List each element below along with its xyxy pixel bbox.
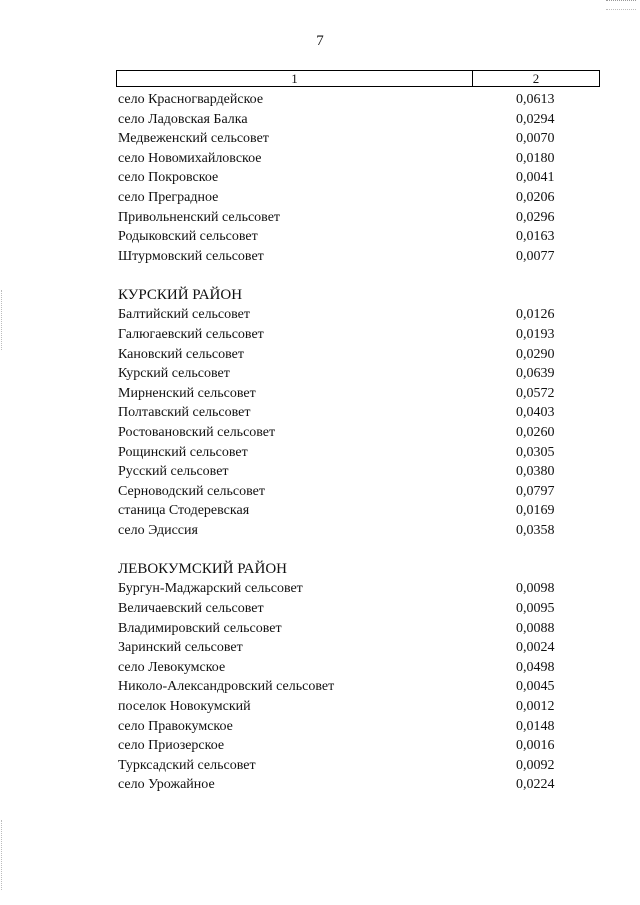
corner-scan-mark xyxy=(606,0,636,10)
row-name: поселок Новокумский xyxy=(118,699,251,715)
table-row xyxy=(118,638,598,658)
table-row xyxy=(118,658,598,678)
row-value: 0,0016 xyxy=(516,738,555,754)
column-header-2: 2 xyxy=(532,71,540,86)
row-name: село Покровское xyxy=(118,170,219,186)
row-name: Владимировский сельсовет xyxy=(118,620,282,636)
row-name: Русский сельсовет xyxy=(118,464,229,480)
table-row xyxy=(118,717,598,737)
row-value: 0,0045 xyxy=(516,679,555,695)
table-row xyxy=(118,736,598,756)
section-title: ЛЕВОКУМСКИЙ РАЙОН xyxy=(118,561,288,578)
row-name: Величаевский сельсовет xyxy=(118,601,264,617)
row-value: 0,0403 xyxy=(516,405,555,421)
row-name: село Приозерское xyxy=(118,738,225,754)
table-row xyxy=(118,227,598,247)
table-row xyxy=(118,619,598,639)
row-value: 0,0148 xyxy=(516,718,555,734)
row-name: село Ладовская Балка xyxy=(118,111,248,127)
table-row xyxy=(118,697,598,717)
row-name: село Красногвардейское xyxy=(118,92,264,107)
margin-scan-mark xyxy=(1,290,3,350)
row-value: 0,0290 xyxy=(516,346,555,362)
table-row xyxy=(118,423,598,443)
table-row xyxy=(118,129,598,149)
row-value: 0,0296 xyxy=(516,209,555,225)
row-name: Турксадский сельсовет xyxy=(118,757,256,773)
row-value: 0,0260 xyxy=(516,424,555,440)
page-number: 7 xyxy=(316,33,324,49)
table-row xyxy=(118,482,598,502)
row-value: 0,0224 xyxy=(516,777,555,793)
row-name: Кановский сельсовет xyxy=(118,346,244,362)
row-name: Серноводский сельсовет xyxy=(118,483,265,499)
table-row xyxy=(118,364,598,384)
table-row xyxy=(118,188,598,208)
row-name: Привольненский сельсовет xyxy=(118,209,281,225)
table-row xyxy=(118,443,598,463)
row-value: 0,0206 xyxy=(516,189,555,205)
row-value: 0,0169 xyxy=(516,503,555,519)
table-row xyxy=(118,345,598,365)
row-value: 0,0572 xyxy=(516,385,555,401)
row-value: 0,0070 xyxy=(516,131,555,147)
table-row xyxy=(118,168,598,188)
row-value: 0,0092 xyxy=(516,757,555,773)
row-name: Ростовановский сельсовет xyxy=(118,424,276,440)
row-value: 0,0024 xyxy=(516,640,555,656)
table-row xyxy=(118,462,598,482)
row-value: 0,0380 xyxy=(516,464,555,480)
row-name: станица Стодеревская xyxy=(118,503,250,519)
row-name: Галюгаевский сельсовет xyxy=(118,326,264,342)
row-name: Родыковский сельсовет xyxy=(118,229,258,245)
row-value: 0,0126 xyxy=(516,307,555,323)
row-name: Медвеженский сельсовет xyxy=(118,131,269,147)
district-section xyxy=(118,285,598,540)
table-row xyxy=(118,208,598,228)
row-value: 0,0639 xyxy=(516,366,555,382)
row-value: 0,0180 xyxy=(516,150,555,166)
district-section xyxy=(118,559,598,795)
table-row xyxy=(118,384,598,404)
row-name: Бургун-Маджарский сельсовет xyxy=(118,581,303,597)
row-value: 0,0797 xyxy=(516,483,555,499)
row-value: 0,0041 xyxy=(516,170,555,186)
row-name: село Урожайное xyxy=(118,777,215,793)
row-value: 0,0498 xyxy=(516,659,555,675)
row-name: село Новомихайловское xyxy=(118,150,262,166)
row-value: 0,0163 xyxy=(516,229,555,245)
row-name: Рощинский сельсовет xyxy=(118,444,248,460)
document-body xyxy=(118,90,598,795)
row-value: 0,0095 xyxy=(516,601,555,617)
row-name: Балтийский сельсовет xyxy=(118,307,251,323)
row-value: 0,0077 xyxy=(516,248,555,264)
table-row xyxy=(118,149,598,169)
table-row xyxy=(118,521,598,541)
row-value: 0,0613 xyxy=(516,92,555,107)
table-row xyxy=(118,775,598,795)
row-name: Курский сельсовет xyxy=(118,366,230,382)
row-name: Мирненский сельсовет xyxy=(118,385,256,401)
row-value: 0,0305 xyxy=(516,444,555,460)
section-title: КУРСКИЙ РАЙОН xyxy=(118,287,243,304)
row-name: Штурмовский сельсовет xyxy=(118,248,264,264)
row-value: 0,0193 xyxy=(516,326,555,342)
row-value: 0,0358 xyxy=(516,522,555,538)
table-row xyxy=(118,247,598,267)
row-value: 0,0088 xyxy=(516,620,555,636)
table-row xyxy=(118,756,598,776)
column-header-1: 1 xyxy=(117,71,473,86)
row-name: Николо-Александровский сельсовет xyxy=(118,679,335,695)
margin-scan-mark xyxy=(1,820,3,890)
table-row xyxy=(118,403,598,423)
table-row xyxy=(118,599,598,619)
table-row xyxy=(118,579,598,599)
row-name: село Правокумское xyxy=(118,718,233,734)
table-row xyxy=(118,305,598,325)
sections-list xyxy=(118,285,598,795)
table-row xyxy=(118,501,598,521)
row-name: село Левокумское xyxy=(118,659,226,675)
row-name: Полтавский сельсовет xyxy=(118,405,251,421)
row-value: 0,0294 xyxy=(516,111,555,127)
table-row xyxy=(118,677,598,697)
table-row xyxy=(118,110,598,130)
row-value: 0,0098 xyxy=(516,581,555,597)
table-row xyxy=(118,90,598,110)
row-name: село Преградное xyxy=(118,189,219,205)
table-header xyxy=(116,70,600,87)
table-row xyxy=(118,325,598,345)
row-value: 0,0012 xyxy=(516,699,555,715)
row-name: село Эдиссия xyxy=(118,522,198,538)
row-name: Заринский сельсовет xyxy=(118,640,243,656)
initial-rows-list xyxy=(118,90,598,266)
